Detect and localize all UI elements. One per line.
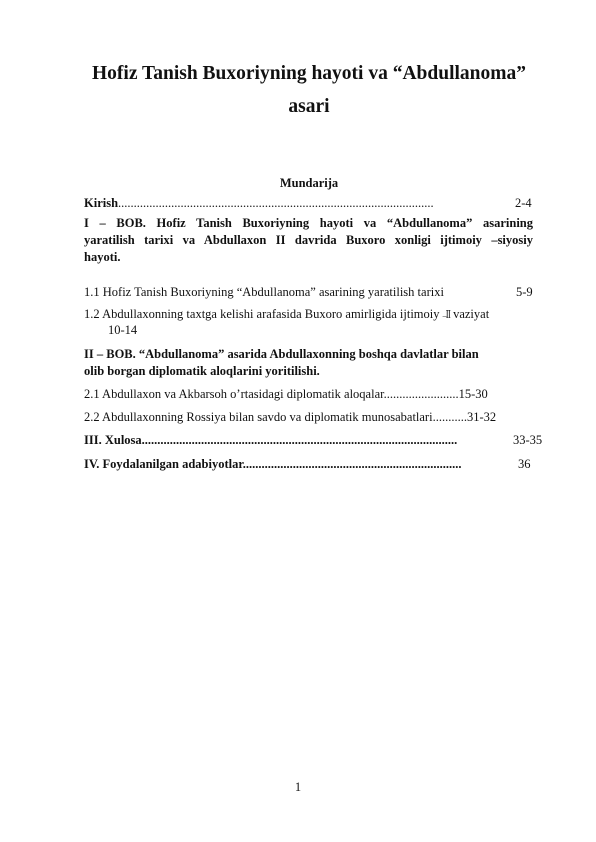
toc-leader: ........... <box>432 410 467 424</box>
toc-entry-kirish[interactable] <box>84 195 533 211</box>
toc-chapter-1[interactable] <box>84 215 533 266</box>
toc-entry-label: IV. Foydalanilgan adabiyotlar <box>84 457 243 471</box>
broken-glyph: –ꟾꟾ <box>442 311 450 320</box>
document-title-line-2: asari <box>288 96 330 117</box>
toc-entry-text: Abdullaxonning taxtga kelishi arafasida Buxoro amirligida ijtimoiy <box>102 307 440 321</box>
toc-chapter-2-line-1[interactable]: II – BOB. “Abdullanoma” asarida Abdullaxonning boshqa davlatlar bilan <box>84 347 479 361</box>
toc-entry-text: 2.2 Abdullaxonning Rossiya bilan savdo va diplomatik munosabatlari <box>84 410 433 424</box>
toc-entry-1-2[interactable] <box>84 306 489 324</box>
toc-entry-xulosa[interactable] <box>84 432 513 448</box>
page-number: 1 <box>294 780 302 794</box>
toc-leader: ...................................................................... <box>242 457 462 471</box>
toc-leader: ..................................................................................................... <box>141 433 458 447</box>
toc-leader: ..................................................................................................... <box>118 196 434 210</box>
toc-entry-label: Kirish <box>84 196 119 210</box>
toc-entry-number: 1.2 <box>84 307 100 321</box>
toc-page-1-1: 5-9 <box>516 285 533 299</box>
toc-entry-tail: vaziyat <box>453 307 490 321</box>
toc-entry-2-2[interactable] <box>84 409 496 425</box>
toc-page-adabiyotlar: 36 <box>518 457 531 471</box>
document-title-line-1: Hofiz Tanish Buxoriyning hayoti va “Abdullanoma” <box>92 63 526 84</box>
toc-entry-1-1[interactable]: 1.1 Hofiz Tanish Buxoriyning “Abdullanoma” asarining yaratilish tarixi <box>84 285 444 299</box>
toc-page-xulosa: 33-35 <box>513 433 543 447</box>
toc-page-2-2: 31-32 <box>466 410 497 424</box>
toc-page-1-2: 10-14 <box>108 323 138 337</box>
toc-leader: ........................ <box>383 387 459 401</box>
toc-page-kirish: 2-4 <box>515 196 532 210</box>
chapter-1-line-1: I – BOB. Hofiz Tanish Buxoriyning hayoti va “Abdullanoma” asarining <box>84 216 533 230</box>
toc-entry-adabiyotlar[interactable] <box>84 456 518 472</box>
chapter-1-line-2: yaratilish tarixi va Abdullaxon II davrida Buxoro xonligi ijtimoiy –siyosiy <box>84 233 533 247</box>
toc-heading: Mundarija <box>279 176 339 190</box>
toc-page-2-1: 15-30 <box>458 387 488 401</box>
toc-entry-label: III. Xulosa <box>84 433 142 447</box>
toc-chapter-2-line-2[interactable]: olib borgan diplomatik aloqlarini yoritilishi. <box>84 364 320 378</box>
chapter-1-line-3: hayoti. <box>84 250 121 264</box>
toc-entry-2-1[interactable] <box>84 386 488 402</box>
toc-entry-text: 2.1 Abdullaxon va Akbarsoh o’rtasidagi diplomatik aloqalar <box>84 387 384 401</box>
